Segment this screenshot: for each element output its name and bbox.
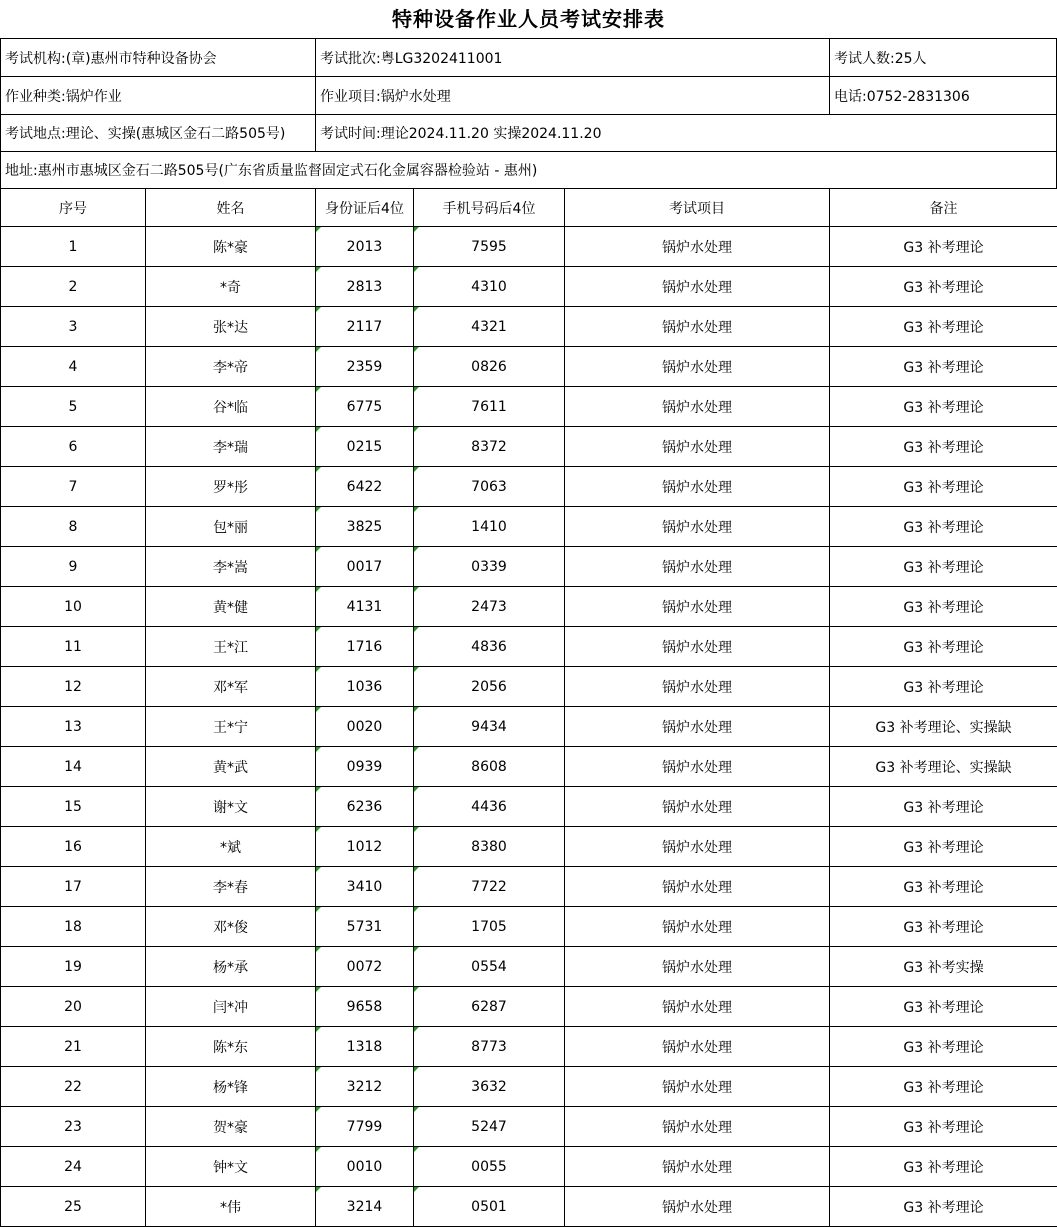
cell-exam-item: 锅炉水处理 (565, 827, 830, 867)
cell-index: 19 (1, 947, 146, 987)
cell-remark: G3 补考理论 (830, 387, 1057, 427)
cell-index: 15 (1, 787, 146, 827)
cell-remark: G3 补考理论 (830, 987, 1057, 1027)
cell-id-last4: 0939 (316, 747, 414, 787)
cell-remark: G3 补考理论 (830, 1187, 1057, 1227)
table-row (1, 1187, 1057, 1227)
cell-phone-last4: 2473 (414, 587, 565, 627)
cell-phone-last4: 4321 (414, 307, 565, 347)
cell-name: 李*瑞 (146, 427, 316, 467)
cell-index: 1 (1, 227, 146, 267)
cell-name: *伟 (146, 1187, 316, 1227)
info-row-3 (0, 114, 1057, 151)
cell-exam-item: 锅炉水处理 (565, 1187, 830, 1227)
candidate-table (0, 188, 1057, 1227)
info-row-2 (0, 76, 1057, 114)
cell-remark: G3 补考理论 (830, 907, 1057, 947)
table-row (1, 747, 1057, 787)
cell-exam-item: 锅炉水处理 (565, 427, 830, 467)
cell-exam-item: 锅炉水处理 (565, 347, 830, 387)
cell-index: 8 (1, 507, 146, 547)
cell-remark: G3 补考理论 (830, 227, 1057, 267)
cell-phone-last4: 3632 (414, 1067, 565, 1107)
cell-phone-last4: 7722 (414, 867, 565, 907)
cell-phone-last4: 8380 (414, 827, 565, 867)
cell-exam-item: 锅炉水处理 (565, 267, 830, 307)
table-row (1, 667, 1057, 707)
cell-remark: G3 补考理论 (830, 427, 1057, 467)
cell-phone-last4: 9434 (414, 707, 565, 747)
cell-exam-item: 锅炉水处理 (565, 627, 830, 667)
cell-id-last4: 1012 (316, 827, 414, 867)
cell-index: 21 (1, 1027, 146, 1067)
cell-exam-item: 锅炉水处理 (565, 587, 830, 627)
table-row (1, 347, 1057, 387)
exam-location: 考试地点:理论、实操(惠城区金石二路505号) (1, 115, 316, 151)
cell-remark: G3 补考理论 (830, 267, 1057, 307)
cell-id-last4: 2013 (316, 227, 414, 267)
work-category: 作业种类:锅炉作业 (1, 77, 316, 114)
cell-phone-last4: 2056 (414, 667, 565, 707)
cell-name: 杨*承 (146, 947, 316, 987)
cell-id-last4: 3825 (316, 507, 414, 547)
cell-name: 谢*文 (146, 787, 316, 827)
cell-name: 黄*武 (146, 747, 316, 787)
cell-name: 钟*文 (146, 1147, 316, 1187)
cell-index: 13 (1, 707, 146, 747)
cell-exam-item: 锅炉水处理 (565, 947, 830, 987)
cell-exam-item: 锅炉水处理 (565, 1027, 830, 1067)
table-row (1, 1067, 1057, 1107)
cell-exam-item: 锅炉水处理 (565, 387, 830, 427)
page-title: 特种设备作业人员考试安排表 (392, 7, 665, 31)
table-row (1, 947, 1057, 987)
cell-name: 邓*军 (146, 667, 316, 707)
cell-index: 18 (1, 907, 146, 947)
cell-name: 黄*健 (146, 587, 316, 627)
table-row (1, 507, 1057, 547)
cell-remark: G3 补考理论 (830, 587, 1057, 627)
cell-remark: G3 补考理论 (830, 1027, 1057, 1067)
cell-index: 14 (1, 747, 146, 787)
cell-index: 24 (1, 1147, 146, 1187)
col-header-remark: 备注 (830, 189, 1057, 227)
cell-phone-last4: 8608 (414, 747, 565, 787)
cell-id-last4: 6422 (316, 467, 414, 507)
cell-phone-last4: 6287 (414, 987, 565, 1027)
table-row (1, 587, 1057, 627)
cell-remark: G3 补考理论 (830, 547, 1057, 587)
cell-name: 王*宁 (146, 707, 316, 747)
cell-name: 贺*豪 (146, 1107, 316, 1147)
cell-exam-item: 锅炉水处理 (565, 907, 830, 947)
cell-exam-item: 锅炉水处理 (565, 227, 830, 267)
cell-name: 李*春 (146, 867, 316, 907)
table-body (1, 227, 1057, 1227)
cell-phone-last4: 7595 (414, 227, 565, 267)
cell-exam-item: 锅炉水处理 (565, 787, 830, 827)
table-row (1, 867, 1057, 907)
cell-remark: G3 补考理论 (830, 667, 1057, 707)
cell-index: 6 (1, 427, 146, 467)
cell-index: 3 (1, 307, 146, 347)
cell-name: 邓*俊 (146, 907, 316, 947)
table-row (1, 907, 1057, 947)
col-header-phone-last4: 手机号码后4位 (414, 189, 565, 227)
info-row-1 (0, 38, 1057, 76)
table-row (1, 267, 1057, 307)
table-row (1, 827, 1057, 867)
cell-id-last4: 5731 (316, 907, 414, 947)
cell-index: 11 (1, 627, 146, 667)
exam-time: 考试时间:理论2024.11.20 实操2024.11.20 (316, 115, 1057, 151)
col-header-index: 序号 (1, 189, 146, 227)
cell-id-last4: 0020 (316, 707, 414, 747)
cell-id-last4: 2117 (316, 307, 414, 347)
cell-id-last4: 1318 (316, 1027, 414, 1067)
cell-remark: G3 补考理论、实操缺 (830, 707, 1057, 747)
cell-id-last4: 6236 (316, 787, 414, 827)
cell-name: *斌 (146, 827, 316, 867)
cell-name: 张*达 (146, 307, 316, 347)
exam-org: 考试机构:(章)惠州市特种设备协会 (1, 39, 316, 76)
cell-id-last4: 2359 (316, 347, 414, 387)
cell-remark: G3 补考理论 (830, 627, 1057, 667)
cell-remark: G3 补考理论 (830, 1067, 1057, 1107)
cell-index: 16 (1, 827, 146, 867)
cell-remark: G3 补考理论 (830, 507, 1057, 547)
cell-name: 包*丽 (146, 507, 316, 547)
cell-phone-last4: 0055 (414, 1147, 565, 1187)
cell-index: 17 (1, 867, 146, 907)
cell-index: 22 (1, 1067, 146, 1107)
cell-phone-last4: 5247 (414, 1107, 565, 1147)
col-header-name: 姓名 (146, 189, 316, 227)
table-row (1, 1147, 1057, 1187)
cell-phone-last4: 0501 (414, 1187, 565, 1227)
cell-remark: G3 补考理论、实操缺 (830, 747, 1057, 787)
cell-phone-last4: 4836 (414, 627, 565, 667)
cell-remark: G3 补考理论 (830, 307, 1057, 347)
cell-phone-last4: 8773 (414, 1027, 565, 1067)
cell-exam-item: 锅炉水处理 (565, 307, 830, 347)
cell-id-last4: 2813 (316, 267, 414, 307)
cell-index: 20 (1, 987, 146, 1027)
cell-index: 25 (1, 1187, 146, 1227)
exam-batch: 考试批次:粤LG3202411001 (316, 39, 830, 76)
cell-exam-item: 锅炉水处理 (565, 667, 830, 707)
table-header-row (1, 189, 1057, 227)
cell-name: *奇 (146, 267, 316, 307)
cell-name: 李*帝 (146, 347, 316, 387)
cell-exam-item: 锅炉水处理 (565, 1147, 830, 1187)
cell-phone-last4: 7063 (414, 467, 565, 507)
cell-phone-last4: 7611 (414, 387, 565, 427)
cell-phone-last4: 1705 (414, 907, 565, 947)
cell-exam-item: 锅炉水处理 (565, 467, 830, 507)
cell-exam-item: 锅炉水处理 (565, 707, 830, 747)
cell-remark: G3 补考理论 (830, 347, 1057, 387)
cell-id-last4: 6775 (316, 387, 414, 427)
cell-id-last4: 0010 (316, 1147, 414, 1187)
cell-index: 2 (1, 267, 146, 307)
cell-exam-item: 锅炉水处理 (565, 547, 830, 587)
cell-exam-item: 锅炉水处理 (565, 1107, 830, 1147)
cell-exam-item: 锅炉水处理 (565, 507, 830, 547)
cell-name: 陈*东 (146, 1027, 316, 1067)
cell-id-last4: 0215 (316, 427, 414, 467)
cell-name: 杨*锋 (146, 1067, 316, 1107)
cell-phone-last4: 1410 (414, 507, 565, 547)
cell-remark: G3 补考理论 (830, 1147, 1057, 1187)
cell-id-last4: 0017 (316, 547, 414, 587)
table-row (1, 1027, 1057, 1067)
cell-id-last4: 1036 (316, 667, 414, 707)
cell-id-last4: 7799 (316, 1107, 414, 1147)
cell-name: 王*江 (146, 627, 316, 667)
cell-index: 9 (1, 547, 146, 587)
cell-phone-last4: 0554 (414, 947, 565, 987)
cell-remark: G3 补考理论 (830, 867, 1057, 907)
table-row (1, 627, 1057, 667)
info-row-4 (0, 151, 1057, 188)
table-row (1, 227, 1057, 267)
cell-remark: G3 补考理论 (830, 467, 1057, 507)
cell-id-last4: 9658 (316, 987, 414, 1027)
cell-exam-item: 锅炉水处理 (565, 747, 830, 787)
cell-name: 闫*冲 (146, 987, 316, 1027)
cell-remark: G3 补考实操 (830, 947, 1057, 987)
col-header-exam-item: 考试项目 (565, 189, 830, 227)
cell-phone-last4: 4310 (414, 267, 565, 307)
cell-id-last4: 3410 (316, 867, 414, 907)
cell-phone-last4: 4436 (414, 787, 565, 827)
cell-index: 10 (1, 587, 146, 627)
cell-id-last4: 3214 (316, 1187, 414, 1227)
table-row (1, 467, 1057, 507)
table-row (1, 1107, 1057, 1147)
cell-name: 罗*彤 (146, 467, 316, 507)
cell-id-last4: 4131 (316, 587, 414, 627)
work-project: 作业项目:锅炉水处理 (316, 77, 830, 114)
cell-phone-last4: 8372 (414, 427, 565, 467)
table-row (1, 707, 1057, 747)
cell-exam-item: 锅炉水处理 (565, 987, 830, 1027)
cell-index: 23 (1, 1107, 146, 1147)
table-row (1, 307, 1057, 347)
cell-name: 谷*临 (146, 387, 316, 427)
cell-phone-last4: 0826 (414, 347, 565, 387)
exam-address: 地址:惠州市惠城区金石二路505号(广东省质量监督固定式石化金属容器检验站 - 惠州) (1, 152, 1057, 188)
table-row (1, 387, 1057, 427)
cell-index: 4 (1, 347, 146, 387)
cell-id-last4: 3212 (316, 1067, 414, 1107)
exam-count: 考试人数:25人 (830, 39, 1057, 76)
cell-phone-last4: 0339 (414, 547, 565, 587)
cell-index: 5 (1, 387, 146, 427)
table-row (1, 547, 1057, 587)
cell-index: 12 (1, 667, 146, 707)
table-row (1, 787, 1057, 827)
contact-phone: 电话:0752-2831306 (830, 77, 1057, 114)
cell-id-last4: 1716 (316, 627, 414, 667)
cell-remark: G3 补考理论 (830, 787, 1057, 827)
cell-remark: G3 补考理论 (830, 1107, 1057, 1147)
cell-exam-item: 锅炉水处理 (565, 1067, 830, 1107)
table-row (1, 987, 1057, 1027)
cell-name: 陈*豪 (146, 227, 316, 267)
cell-remark: G3 补考理论 (830, 827, 1057, 867)
cell-name: 李*嵩 (146, 547, 316, 587)
table-row (1, 427, 1057, 467)
cell-exam-item: 锅炉水处理 (565, 867, 830, 907)
cell-index: 7 (1, 467, 146, 507)
cell-id-last4: 0072 (316, 947, 414, 987)
col-header-id-last4: 身份证后4位 (316, 189, 414, 227)
